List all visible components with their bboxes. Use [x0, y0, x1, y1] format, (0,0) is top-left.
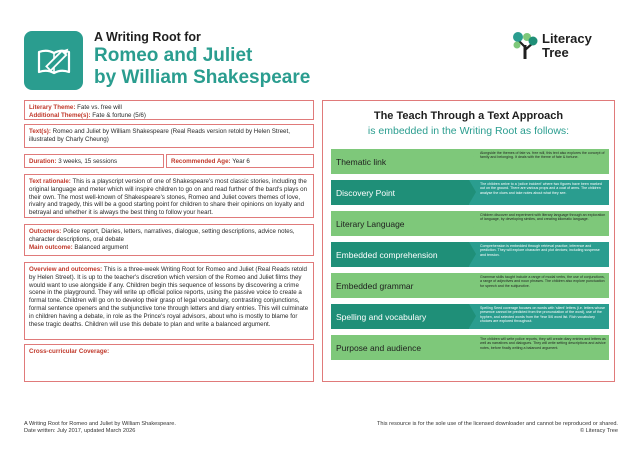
age-value: Year 6: [232, 158, 250, 165]
approach-row: [331, 273, 609, 298]
row-description: Comprehension is embedded through retrieval practice, inference and prediction. They will explore character and plot devices; including suspense and tension.: [469, 242, 609, 267]
arrow-icon: [469, 211, 476, 235]
row-label: Embedded grammar: [331, 273, 469, 298]
footer-title: A Writing Root for Romeo and Juliet by William Shakespeare.: [24, 421, 176, 427]
literacy-tree-logo: [512, 32, 592, 60]
rationale-box: [24, 174, 314, 218]
outcomes-value: Police report, Diaries, letters, narratives, dialogue, setting descriptions, advice notes, character descriptions, oral debate: [29, 228, 295, 243]
main-outcome-value: Balanced argument: [74, 243, 129, 251]
header-subtitle: A Writing Root for: [94, 30, 201, 44]
row-label: Purpose and audience: [331, 335, 469, 360]
duration-value: 3 weeks, 15 sessions: [58, 158, 118, 165]
arrow-icon: [469, 273, 476, 297]
row-description: Spelling Seed coverage focuses on words with 'silent' letters (i.e. letters whose presence cannot be predicted from the pronunciation of the word), use of the hyphen, and selected words from the Year 5/6 word list. Rich vocabulary choices are explored throughout.: [469, 304, 609, 329]
row-description: Children discover and experiment with literary language through an exploration of language, by developing similes, and creating idiomatic language.: [469, 211, 609, 236]
overview-box: [24, 262, 314, 340]
rationale-label: Text rationale:: [29, 178, 71, 185]
panel-title: The Teach Through a Text Approach: [373, 110, 564, 122]
arrow-icon: [469, 335, 476, 359]
overview-value: This is a three-week Writing Root for Romeo and Juliet (Real Reads retold by Helen Street). It is up to the teacher's discretion which version of the Romeo and Juliet films they would want to use alongside if any. Children begin this sequence of lessons by discovering a crime scene in the playground. They will write up official police reports, using the passive voice to create a formal tone. Children will go on to develop their grasp of legal vocabulary, contrasting conjunctions, formal sentence openers and the subjunctive tone through letters and diary entries. This will culminate in children having a debate, in role as the Prince's royal advisors, about who is mostly to blame for these tragic deaths. Children will use this debate to plan and write a balanced argument.: [29, 266, 309, 328]
approach-row: [331, 304, 609, 329]
title-line-1: Romeo and Juliet: [94, 45, 253, 66]
cross-curricular-label: Cross-curricular Coverage:: [29, 348, 110, 355]
approach-row: [331, 211, 609, 236]
arrow-icon: [469, 180, 476, 204]
brand-line-2: Tree: [542, 45, 569, 60]
cross-curricular-box: [24, 344, 314, 382]
brand-line-1: Literacy: [542, 31, 592, 46]
arrow-icon: [469, 242, 476, 266]
texts-box: [24, 124, 314, 148]
duration-label: Duration:: [29, 158, 57, 165]
approach-panel: [322, 100, 615, 382]
main-outcome-label: Main outcome:: [29, 243, 73, 251]
texts-label: Text(s):: [29, 128, 51, 135]
panel-subtitle: is embedded in the Writing Root as follows:: [367, 125, 570, 137]
rationale-value: This is a playscript version of one of Shakespeare's most classic stories, including the original language and meter which will inspire children to go on and read further of the bard's plays on their own. The most well-known of Shakespeare's stones, Romeo and Juliet covers themes of love, rivalry and tragedy, this will be a good starting point for children to share their opinions on loyalty and betrayal and whether it is always the best thing to follow your heart.: [29, 178, 308, 217]
theme-label: Literary Theme:: [29, 104, 76, 111]
duration-box: [24, 154, 164, 168]
tree-icon: [512, 32, 538, 60]
footer-left: [24, 421, 176, 435]
page-title: [94, 45, 310, 89]
arrow-icon: [469, 304, 476, 328]
row-label: Literary Language: [331, 211, 469, 236]
theme-box: [24, 100, 314, 120]
overview-label: Overview and outcomes:: [29, 266, 103, 273]
arrow-icon: [469, 149, 476, 173]
row-description: Grammar skills taught include a range of modal verbs, the use of conjunctions, a range of adjectives and noun phrases. The children also explore punctuation for speech and the subjunctive.: [469, 273, 609, 298]
row-description: The children will write police reports, they will create diary entries and letters as well as narratives and dialogues. They will write setting descriptions and advice notes, before finally writing a balanced argument.: [469, 335, 609, 360]
additional-theme-label: Additional Theme(s):: [29, 111, 91, 119]
recommended-age-box: [166, 154, 314, 168]
approach-row: [331, 242, 609, 267]
row-description: The children arrive to a 'police incident' where two figures have been marked out on the ground. There are various props and a coat of arms. The children analyse the clues and take notes about what they see.: [469, 180, 609, 205]
approach-row: [331, 335, 609, 360]
row-label: Spelling and vocabulary: [331, 304, 469, 329]
footer-right: [336, 421, 618, 435]
pencil-book-icon: [24, 31, 83, 90]
title-line-2: by William Shakespeare: [94, 67, 311, 88]
row-label: Discovery Point: [331, 180, 469, 205]
approach-row: [331, 180, 609, 205]
footer-copyright: © Literacy Tree: [579, 428, 618, 434]
theme-value: Fate vs. free will: [77, 104, 122, 111]
approach-row: [331, 149, 609, 174]
texts-value: Romeo and Juliet by William Shakespeare (Real Reads version retold by Helen Street, illustrated by Charly Cheung): [29, 128, 290, 143]
age-label: Recommended Age:: [171, 158, 231, 165]
row-label: Thematic link: [331, 149, 469, 174]
footer-date: Date written: July 2017, updated March 2026: [24, 428, 136, 434]
outcomes-box: [24, 224, 314, 256]
brand-name: [542, 32, 592, 60]
row-label: Embedded comprehension: [331, 242, 469, 267]
outcomes-label: Outcomes:: [29, 228, 62, 235]
row-description: Alongside the themes of fate vs. free will, this text also explores the concept of family and belonging. It deals with the theme of fate & fortune.: [469, 149, 609, 174]
footer-license: This resource is for the sole use of the licensed downloader and cannot be reproduced or shared.: [377, 421, 618, 427]
additional-theme-value: Fate & fortune (5/6): [92, 111, 146, 119]
